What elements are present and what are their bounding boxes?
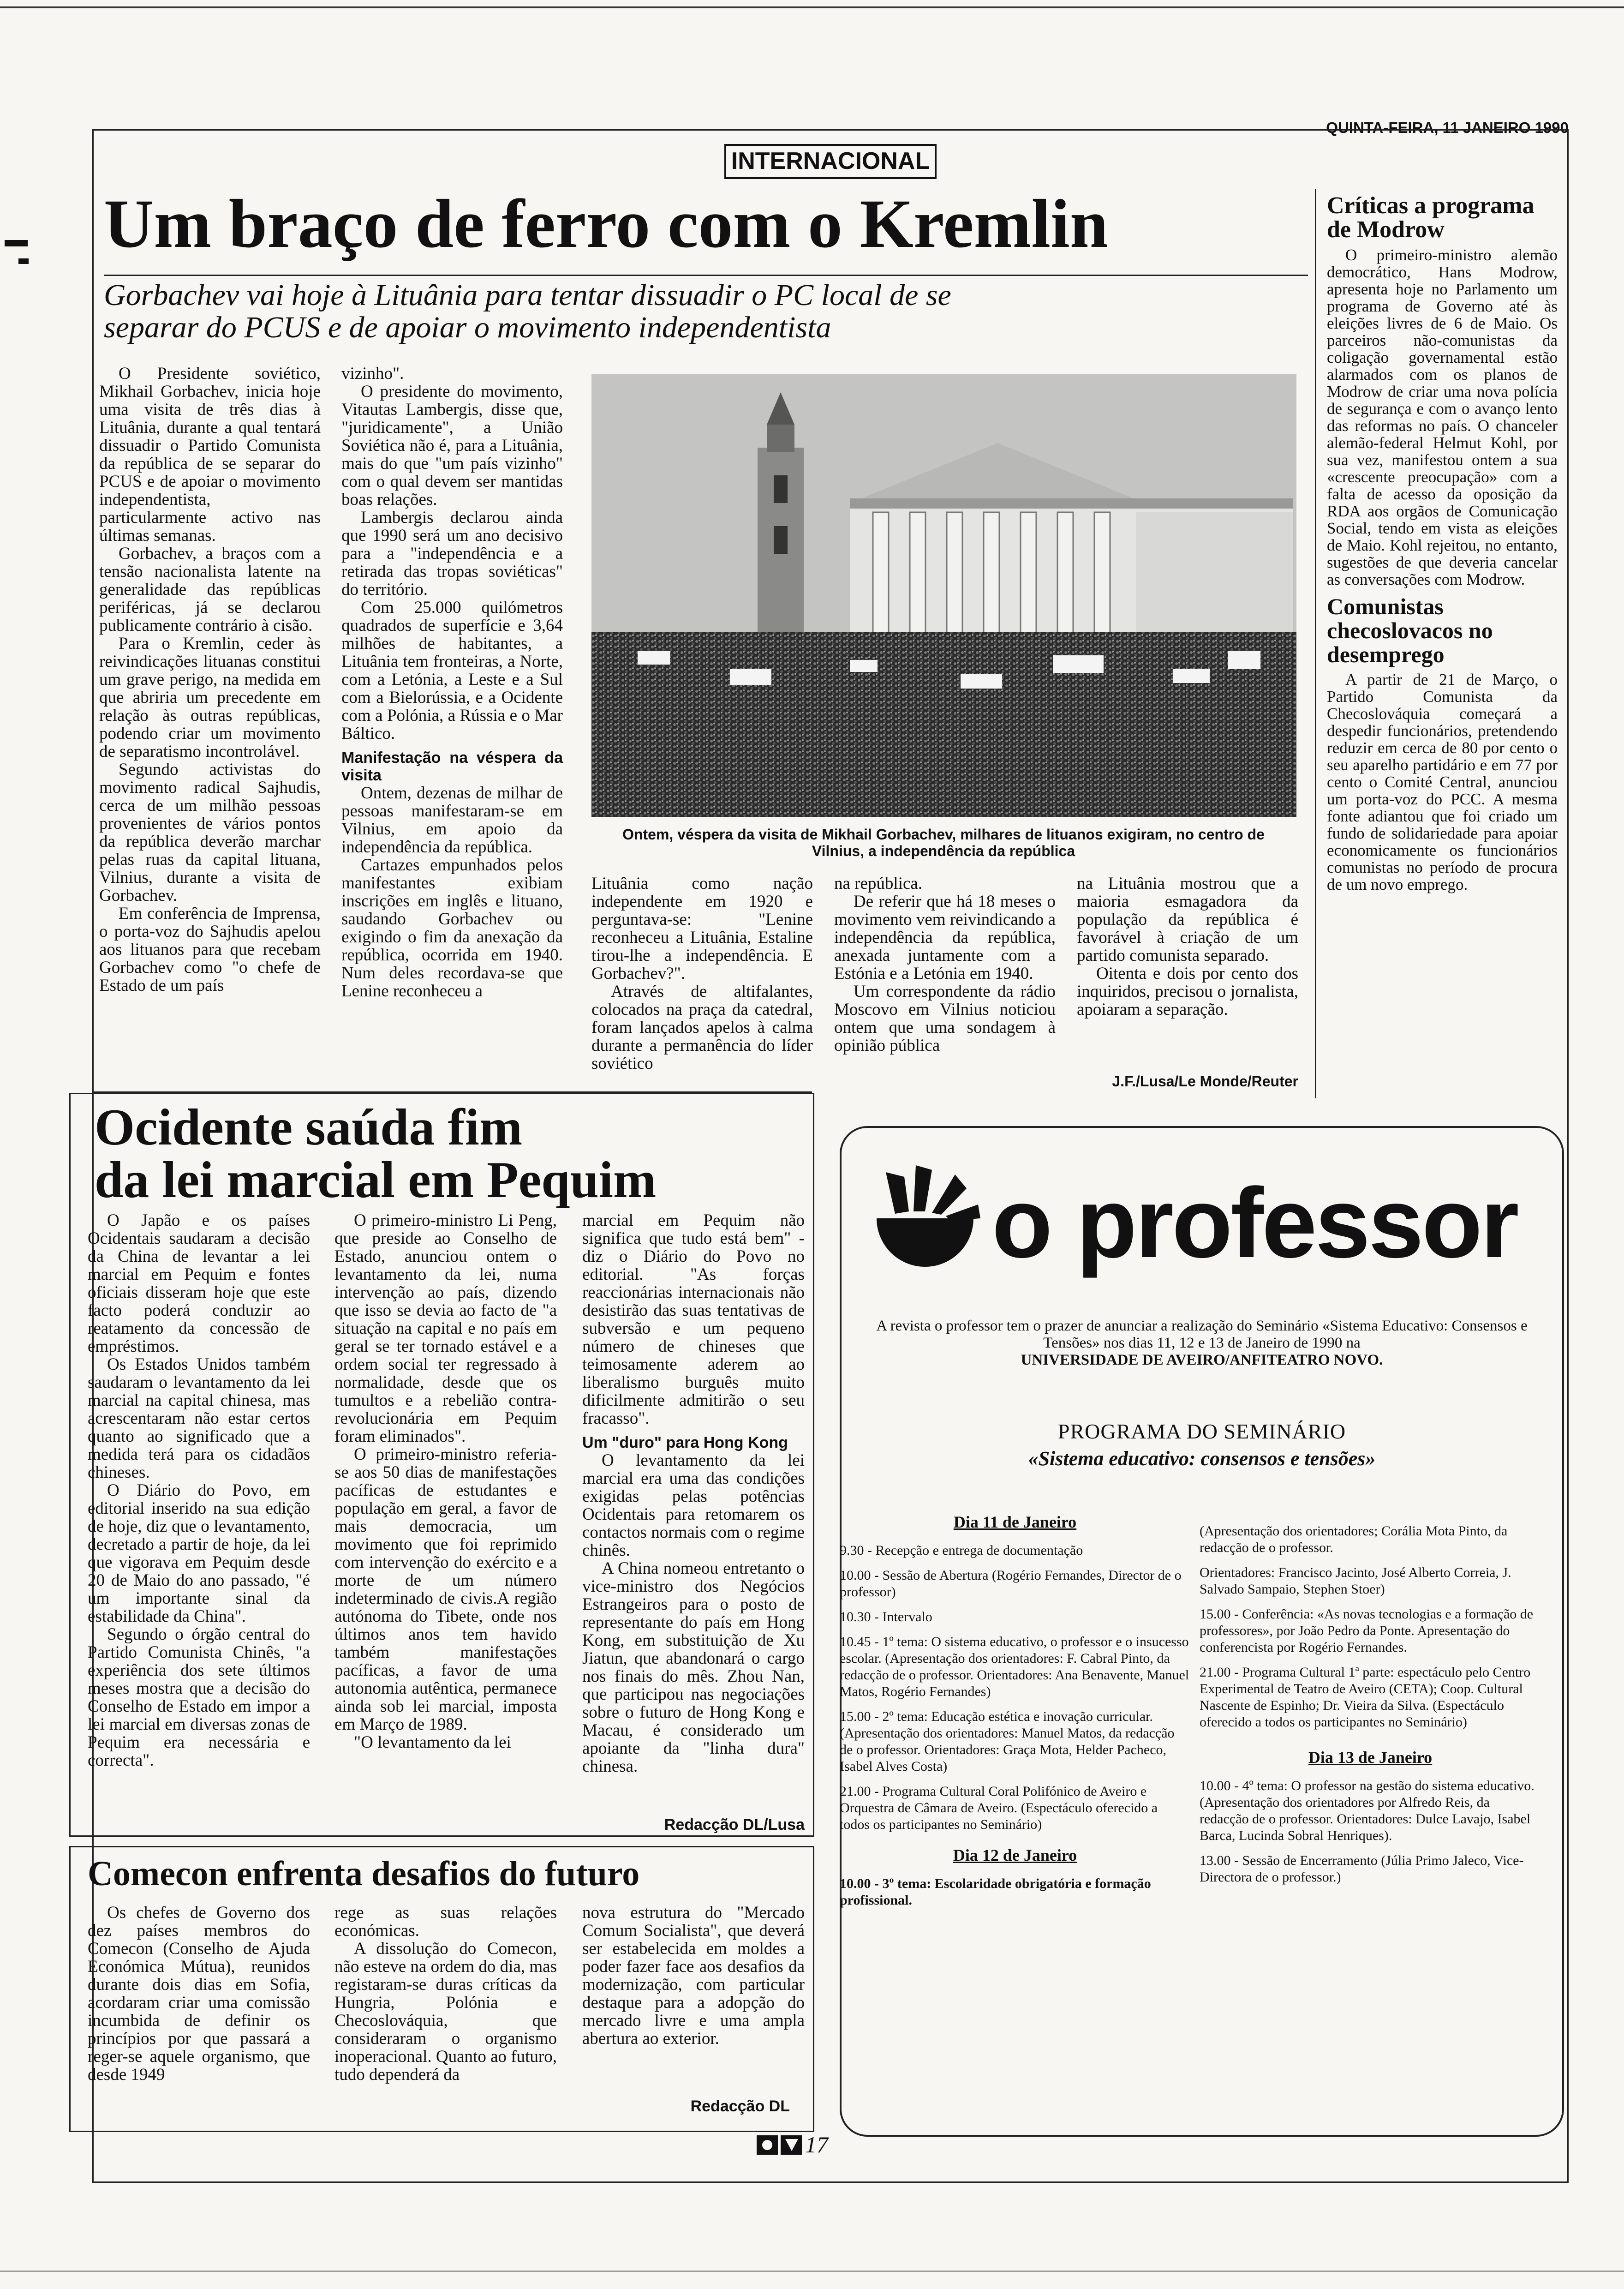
publisher-logo-icon (757, 2135, 803, 2155)
programa-title: PROGRAMA DO SEMINÁRIO (1057, 1420, 1346, 1443)
article1-col5: na Lituânia mostrou que a maioria esmagadora da população da república é favorável à criação de um partido comunista separado. Oitenta e dois por cento dos inquiridos, precisou o jornalista, apoiaram a separação. (1077, 874, 1298, 1019)
issue-date: QUINTA-FEIRA, 11 JANEIRO 1990 (1326, 119, 1569, 136)
day-12-heading: Dia 12 de Janeiro (953, 1846, 1077, 1864)
headline-kremlin: Um braço de ferro com o Kremlin (104, 186, 1109, 262)
article2-col2: O primeiro-ministro Li Peng, que preside ao Conselho de Estado, anunciou ontem o levantamento da lei, numa intervenção ao país, dizendo que isso se devia ao facto de "a situação na capital e no país em geral se ter tornado estável e a ordem social ter regressado à normalidade, desde que os tumultos e a rebelião contra-revolucionária em Pequim foram eliminados". O primeiro-ministro referia-se aos 50 dias de manifestações pacíficas de estudantes e população em geral, a favor de mais democracia, um movimento que foi reprimido com intervenção do exército e a morte de um número indeterminado de civis.A região autónoma do Tibete, onde nos últimos anos tem havido também manifestações pacíficas, a favor de uma autonomia autêntica, permanece ainda sob lei marcial, imposta em Março de 1989. "O levantamento da lei (334, 1211, 557, 1752)
subhead-hong-kong: Um "duro" para Hong Kong (582, 1434, 788, 1451)
day-11-heading: Dia 11 de Janeiro (953, 1513, 1077, 1531)
headline-pequim-2: da lei marcial em Pequim (95, 1151, 657, 1209)
article3-credit: Redacção DL (690, 2097, 790, 2115)
photo-caption: Ontem, véspera da visita de Mikhail Gorbachev, milhares de lituanos exigiram, no centro de Vilnius, a independência da república (622, 826, 1265, 859)
bottom-edge (0, 2271, 1624, 2272)
top-rule (0, 6, 1624, 8)
sidebar (1327, 194, 1558, 893)
sidebar-head-checoslovacos: Comunistas checoslovacos no desemprego (1327, 593, 1493, 667)
sidebar-text-modrow: O primeiro-ministro alemão democrático, Hans Modrow, apresenta hoje no Parlamento um programa de Governo até às eleições livres de 6 de Maio. Os parceiros não-comunistas da coligação governamental estão alarmados com os planos de Modrow de criar uma nova polícia de segurança e com o avanço lento das reformas no país. O chanceler alemão-federal Helmut Kohl, por sua vez, manifestou ontem a sua «crescente preocupação» com a falta de acesso da oposição da RDA aos orgãos de Comunicação Social, tendo em vista as eleições de Maio. Kohl rejeitou, no entanto, sugestões de que deveria cancelar as conversações com Modrow. (1327, 246, 1558, 588)
photo-vilnius-cathedral (591, 374, 1296, 817)
programa-left-column: Dia 11 de Janeiro 9.30 - Recepção e entrega de documentação 10.00 - Sessão de Abertura (Rogério Fernandes, Director de o professor) 10.30 - Intervalo 10.45 - 1º tema: O sistema educativo, o professor e o insucesso escolar. (Apresentação dos orientadores: F. Cabral Pinto, da redacção de o professor. Orientadores: Ana Benavente, Manuel Matos, Rogério Fernandes) 15.00 - 2º tema: Educação estética e inovação curricular. (Apresentação dos orientadores: Manuel Matos, da redacção de o professor. Orientadores: Graça Mota, Helder Pacheco, Isabel Alves Costa) 21.00 - Programa Cultural Coral Polifónico de Aveiro e Orquestra de Câmara de Aveiro. (Espectáculo oferecido a todos os participantes no Seminário) Dia 12 de Janeiro 10.00 - 3º tema: Escolaridade obrigatória e formação profissional. (840, 1500, 1190, 1917)
programa-right-column: (Apresentação dos orientadores; Corália Mota Pinto, da redacção de o professor. Orientadores: Francisco Jacinto, José Alberto Correia, J. Salvado Sampaio, Stephen Stoer) 15.00 - Conferência: «As novas tecnologias e a formação de professores», por João Pedro da Ponte. Apresentação do conferencista por Rogério Fernandes. 21.00 - Programa Cultural 1ª parte: espectáculo pelo Centro Experimental de Teatro de Aveiro (CETA); Coop. Cultural Nascente de Espinho; Dr. Vieira da Silva. (Espectáculo oferecido a todos os participantes no Seminário) Dia 13 de Janeiro 10.00 - 4º tema: O professor na gestão do sistema educativo. (Apresentação dos orientadores por Alfredo Reis, da redacção de o professor. Orientadores: Dulce Lavajo, Isabel Barca, Lucinda Sobral Henriques). 13.00 - Sessão de Encerramento (Júlia Primo Jaleco, Vice-Directora de o professor.) (1200, 1523, 1541, 1894)
programa-subtitle: «Sistema educativo: consensos e tensões» (1028, 1447, 1376, 1470)
day-13-heading: Dia 13 de Janeiro (1308, 1748, 1433, 1767)
article1-col2: vizinho". O presidente do movimento, Vitautas Lambergis, disse que, "juridicamente", a União Soviética não é, para a Lituânia, mais do que "um país vizinho" com o qual devem ser mantidas boas relações. Lambergis declarou ainda que 1990 será um ano decisivo para a "independência e a retirada das tropas soviéticas" do território. Com 25.000 quilómetros quadrados de superfície e 3,64 milhões de habitantes, a Lituânia tem fronteiras, a Norte, com a Letónia, a Leste e a Sul com a Bielorússia, e a Ocidente com a Polónia, a Rússia e o Mar Báltico. Manifestação na véspera da visita Ontem, dezenas de milhar de pessoas manifestaram-se em Vilnius, em apoio da independência da república. Cartazes empunhados pelos manifestantes exibiam inscrições em inglês e lituano, saudando Gorbachev ou exigindo o fim da anexação da república, ocorrida em 1940. Num deles recordava-se que Lenine reconheceu a (341, 364, 563, 1001)
sidebar-head-modrow: Críticas a programa de Modrow (1327, 192, 1534, 243)
section-label: INTERNACIONAL (724, 144, 937, 179)
subhead-manifestacao: Manifestação na véspera da visita (341, 749, 563, 784)
professor-logo-icon (867, 1163, 983, 1269)
article1-col1: O Presidente soviético, Mikhail Gorbachev, inicia hoje uma visita de três dias à Lituânia, durante a qual tentará dissuadir o Partido Comunista da república de se separar do PCUS e de apoiar o movimento independentista, particularmente activo nas últimas semanas. Gorbachev, a braços com a tensão nacionalista latente na generalidade das repúblicas periféricas, já se declarou publicamente contrário à cisão. Para o Kremlin, ceder às reivindicações lituanas constitui um grave perigo, na medida em que abriria um precedente em relação às outras repúblicas, podendo criar um movimento de separatismo incontrolável. Segundo activistas do movimento radical Sajhudis, cerca de um milhão pessoas provenientes de vários pontos da república deverão marchar pelas ruas da capital lituana, Vilnius, durante a visita de Gorbachev. Em conferência de Imprensa, o porta-voz do Sajhudis apelou aos lituanos para que recebam Gorbachev como "o chefe de Estado de um país (99, 364, 321, 995)
article3-col3: nova estrutura do "Mercado Comum Socialista", que deverá ser estabelecida em moldes a poder fazer face aos desafios da modernização, com particular destaque para a adopção do mercado livre e uma ampla abertura ao exterior. (582, 1903, 805, 2048)
article1-credit: J.F./Lusa/Le Monde/Reuter (1112, 1073, 1298, 1090)
headline-comecon: Comecon enfrenta desafios do futuro (88, 1854, 640, 1893)
left-margin-mark (18, 258, 29, 264)
article2-col1: O Japão e os países Ocidentais saudaram a decisão da China de levantar a lei marcial em Pequim e fontes oficiais disseram hoje que este facto poderá conduzir ao reatamento da concessão de empréstimos. Os Estados Unidos também saudaram o levantamento da lei marcial na capital chinesa, mas acrescentaram não estar certos quanto ao significado que a medida terá para os cidadãos chineses. O Diário do Povo, em editorial inserido na sua edição de hoje, diz que o levantamento, decretado a partir de hoje, da lei que vigorava em Pequim desde 20 de Maio do ano passado, "é um importante sinal da estabilidade da China". Segundo o órgão central do Partido Comunista Chinês, "a experiência dos sete últimos meses mostra que a decisão do Conselho de Estado em impor a lei marcial em diversas zonas de Pequim era necessária e correcta". (88, 1211, 310, 1770)
sidebar-rule (1315, 189, 1316, 1098)
article3-col2: rege as suas relações económicas. A dissolução do Comecon, não esteve na ordem do dia, mas registaram-se duras críticas da Hungria, Polónia e Checoslováquia, que consideraram o organismo inoperacional. Quanto ao futuro, tudo dependerá da (334, 1903, 557, 2084)
ad-intro: A revista o professor tem o prazer de anunciar a realização do Seminário «Sistema Educativo: Consensos e Tensões» nos dias 11, 12 e 13 de Janeiro de 1990 na UNIVERSIDADE DE AVEIRO/ANFITEATRO NOVO. (876, 1318, 1528, 1368)
article1-col3: Lituânia como nação independente em 1920 e perguntava-se: "Lenine reconheceu a Lituânia, Estaline tirou-lhe a independência. E Gorbachev?". Através de altifalantes, colocados na praça da catedral, foram lançados apelos à calma durante a permanência do líder soviético (591, 874, 813, 1073)
article2-col3: marcial em Pequim não significa que tudo está bem" - diz o Diário do Povo no editorial. "As forças reaccionárias internacionais não desistirão das suas tentativas de subversão e um pequeno número de chineses que teimosamente aderem ao liberalismo burguês muito dificilmente admitirão o seu fracasso". Um "duro" para Hong Kong O levantamento da lei marcial era uma das condições exigidas pelas potências Ocidentais para retomarem os contactos normais com o regime chinês. A China nomeou entretanto o vice-ministro dos Negócios Estrangeiros para o posto de representante do país em Hong Kong, em substituição de Xu Jiatun, que abandonará o cargo nos finais do mês. Zhou Nan, que participou nas negociações sobre o futuro de Hong Kong e Macau, é considerado um apoiante da "linha dura" chinesa. (582, 1211, 805, 1776)
left-margin-mark (5, 240, 28, 246)
article3-col1: Os chefes de Governo dos dez países membros do Comecon (Conselho de Ajuda Económica Mútua), reunidos durante dois dias em Sofia, acordaram criar uma comissão incumbida de definir os princípios por que passará a reger-se aquele organismo, que desde 1949 (88, 1903, 310, 2084)
professor-logo-text: o professor (992, 1167, 1517, 1278)
headline-pequim-1: Ocidente saúda fim (95, 1099, 523, 1156)
sidebar-text-checoslovacos: A partir de 21 de Março, o Partido Comunista da Checoslováquia começará a despedir funcionários, pretendendo reduzir em cerca de 80 por cento o seu aparelho partidário e em 77 por cento o Comité Central, anunciou um porta-voz do PCC. A mesma fonte adiantou que foi criado um fundo de solidariedade para apoiar economicamente os funcionários comunistas no período de procura de um novo emprego. (1327, 671, 1558, 893)
article1-col4: na república. De referir que há 18 meses o movimento vem reivindicando a independência da república, anexada juntamente com a Estónia e a Letónia em 1940. Um correspondente da rádio Moscovo em Vilnius noticiou ontem que uma sondagem à opinião pública (834, 874, 1056, 1055)
article2-credit: Redacção DL/Lusa (664, 1816, 805, 1834)
headline-rule (104, 275, 1308, 276)
deck-kremlin: Gorbachev vai hoje à Lituânia para tentar dissuadir o PC local de se separar do PCUS e de apoiar o movimento independentista (104, 278, 951, 344)
page-number: 17 (805, 2132, 828, 2157)
